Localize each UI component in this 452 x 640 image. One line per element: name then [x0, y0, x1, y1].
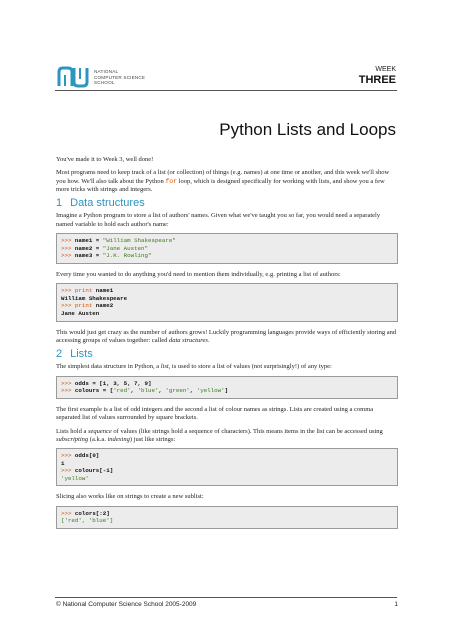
org-line: COMPUTER SCIENCE — [94, 74, 146, 80]
intro-paragraph: You've made it to Week 3, well done! — [56, 156, 154, 163]
copyright: © National Computer Science School 2005-2009 — [56, 601, 197, 608]
paragraph: This would just get crazy as the number of authors grows! Luckily programming languages provide ways of efficiently storing and accessing groups of values together: called data structures. — [56, 328, 397, 344]
section-heading: 1 Data structures — [56, 197, 145, 210]
intro-paragraph: Most programs need to keep track of a list (or collection) of things (e.g. names) at one time or another, and this week we'll show you how. We'll also talk about the Python for loop, which is designed specifically for working with lists, and show you a few more tricks with strings and integers. — [56, 169, 390, 193]
code-block: >>> print name1 William Shakespeare >>> print name2 Jane Austen — [56, 283, 398, 321]
header-rule — [55, 90, 397, 91]
ncss-logo-icon — [57, 66, 89, 88]
paragraph: Slicing also works like on strings to create a new sublist: — [56, 493, 204, 501]
paragraph: Every time you wanted to do anything you'd need to mention them individually, e.g. printing a list of authors: — [56, 270, 341, 278]
footer — [56, 601, 398, 608]
for-keyword: for — [165, 177, 178, 185]
week-indicator — [359, 66, 396, 86]
paragraph: The first example is a list of odd integers and the second a list of colour names as strings. Lists are created using a comma separated list of values surrounded by square brackets. — [56, 405, 374, 422]
paragraph: Imagine a Python program to store a list of authors' names. Given what we've taught you so far, you would need a separately named variable to hold each author's name: — [56, 212, 381, 228]
page-title: Python Lists and Loops — [219, 120, 396, 139]
org-line: SCHOOL — [94, 80, 115, 86]
document-body — [56, 156, 398, 536]
paragraph: The simplest data structure in Python, a list, is used to store a list of values (not surprisingly!) of any type: — [56, 363, 332, 371]
code-block: >>> name1 = "William Shakespeare" >>> name2 = "Jane Austen" >>> name3 = "J.K. Rowling" — [56, 233, 398, 264]
org-name — [94, 69, 145, 86]
week-label: WEEK — [375, 66, 396, 73]
code-block: >>> odds = [1, 3, 5, 7, 9] >>> colours = ['red', 'blue', 'green', 'yellow'] — [56, 376, 398, 399]
week-value: THREE — [358, 74, 396, 86]
page-number: 1 — [394, 601, 398, 608]
paragraph: Lists hold a sequence of values (like strings hold a sequence of characters). This means items in the list can be accessed using subscripting (a.k.a. indexing) just like strings: — [56, 427, 383, 443]
footer-rule — [55, 597, 397, 598]
code-block: >>> odds[0] 1 >>> colours[-1] 'yellow' — [56, 448, 398, 486]
org-line: NATIONAL — [94, 69, 119, 74]
code-block: >>> colors[:2] ['red', 'blue'] — [56, 506, 398, 529]
section-heading: 2 Lists — [56, 348, 93, 361]
